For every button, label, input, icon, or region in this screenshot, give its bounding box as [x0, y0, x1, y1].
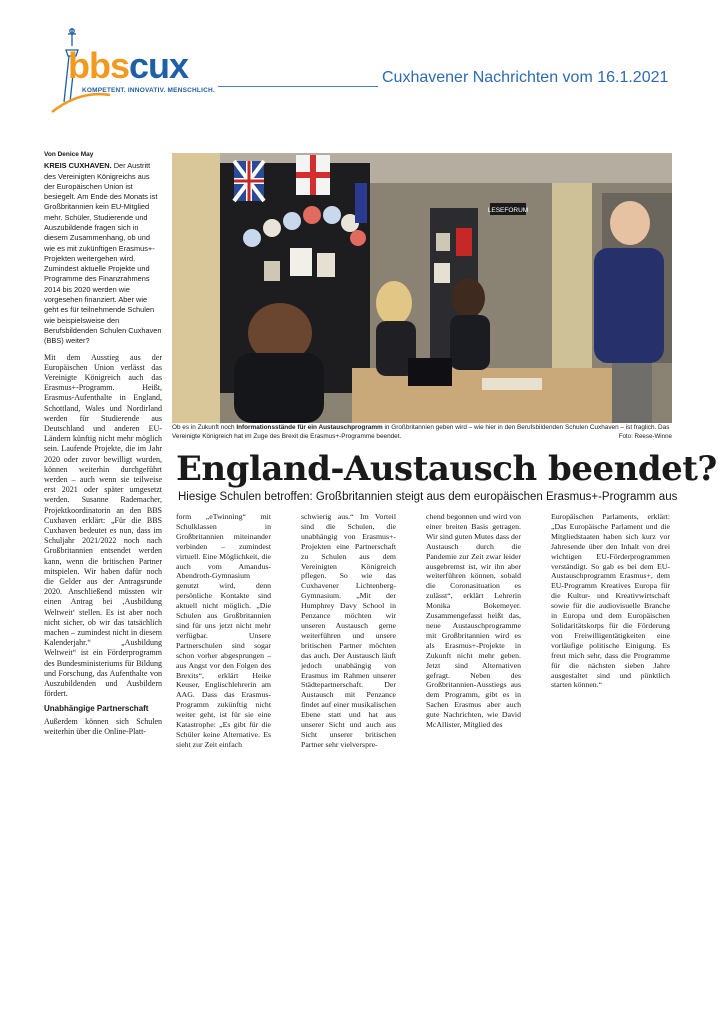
blue-flag-icon: [355, 183, 367, 223]
body-paragraph: Mit dem Ausstieg aus der Europäischen Union verlässt das Vereinigte Königreich auch das Erasmus+-Programm. Heißt, Erasmus-Aufenthalte in England, Schottland, Wales und Nordirland werden für Studierende aus Deutschland und anderen EU-Ländern künftig nicht mehr möglich sein. Laufende Projekte, die im Jahr 2020 oder zuvor bewilligt wurden, können weiterhin durchgeführt werden – auch wenn sie teilweise erst 2021 oder später umgesetzt werden. Susanne Rademacher, Projektkoordinatorin an den BBS Cuxhaven erklärt: „Für die BBS Cuxhaven bedeutet es nun, dass im Schuljahr 2021/2022 noch nach Großbritannien entsendet werden kann, wenn die britischen Partner mitspielen. Wir haben dafür noch die Gelder aus der Antragsrunde 2020. Anschließend müssten wir einen Antrag bei ‚Ausbildung Weltweit‘ stellen. Es ist aber noch nicht sicher, ob wir das tatsächlich machen – zumindest nicht in diesem Kalenderjahr.“ „Ausbildung Weltweit“ ist ein Förderprogramm des Bundesministeriums für Bildung und Forschung, das Aufenthalte von Auszubildenden und Ausbildern fördert.: [44, 352, 162, 699]
caption-bold: Informationsstände für ein Austauschprogramm: [236, 424, 383, 431]
lead-place: KREIS CUXHAVEN.: [44, 161, 112, 171]
author-byline: Von Denice May: [44, 151, 94, 158]
body-column-3: [426, 512, 521, 730]
logo-wordmark: bbscux: [68, 45, 189, 86]
left-article-column: [44, 150, 162, 740]
body-column-4: [551, 512, 670, 690]
article-photo: [172, 153, 672, 423]
article-headline: England-Austausch beendet?: [176, 449, 717, 489]
body-column-2: [301, 512, 396, 750]
body-paragraph: schwierig aus.“ Im Vorteil sind die Schulen, die unabhängig von Erasmus+-Projekten eine Partnerschaft zu Schulen aus dem Vereinigten Königreich pflegen. So wie das Cuxhavener Lichtenberg-Gymnasium. „Mit der Humphrey Davy School in Penzance möchten wir unseren Austausch gerne weiterführen und unsere britischen Partner möchten das auch. Der Austausch läuft jedoch unabhängig von Erasmus im Rahmen unserer Städtepartnerschaft. Der Austausch mit Penzance findet auf einer musikalischen Ebene statt und hat aus unserer Sicht und auch aus Sicht unserer britischen Partner sehr vielverspre-: [301, 512, 396, 749]
leseforum-sign: LESEFORUM: [487, 207, 529, 214]
lead-paragraph: [44, 161, 162, 346]
body-paragraph: chend begonnen und wird von einer breiten Basis getragen. Wir sind guten Mutes dass der Austausch durch die Pandemie zur Zeit zwar leider ausgebremst ist, wir ihn aber weiterführen können, sobald die Coronasituation es zulässt“, erklärt Lehrerin Monika Bokemeyer. Zusammengefasst heißt das, neue Austauschprogramme mit Großbritannien wird es als Erasmus+-Projekte in Zukunft nicht mehr geben. Jetzt sind Alternativen gefragt. Neben des Großbritannien-Ausstiegs aus dem Programm, gibt es in Sachen Erasmus aber auch gute Nachrichten, wie David McAllister, Mitglied des: [426, 512, 521, 730]
orange-swoosh-icon: [52, 94, 110, 112]
body-paragraph: form „eTwinning“ mit Schulklassen in Großbritannien miteinander verbinden – zumindest virtuell. Eine Möglichkeit, die auch vom Amandus-Abendroth-Gymnasium genutzt wird, denn persönliche Kontakte sind aktuell nicht möglich. „Die Schulen aus Großbritannien sind für uns jetzt nicht mehr verfügbar. Unsere Partnerschulen sind sogar schon vorher abgesprungen – aus Angst vor den Folgen des Brexits“, erklärt Heike Keuser, Englischlehrerin am AAG. Dass das Erasmus-Programm zukünftig nicht weiter geht, ist für sie eine Katastrophe: „Es gibt für die Schüler keine Alternative. Es sieht zur Zeit einfach: [176, 512, 271, 749]
caption-text: Ob es in Zukunft noch: [172, 424, 235, 431]
lead-text: Der Austritt des Vereinigten Königreichs aus der Europäischen Union ist besiegelt. Am Ende des Monats ist Großbritannien kein EU-Mitglied mehr. Schüler, Studierende und Auszubildende fragen sich in diesem Zusammenhang, ob und wie es mit zukünftigen Erasmus+-Projekten weitergehen wird. Zumindest aktuelle Projekte und Programme des Finanzrahmens 2014 bis 2020 werden wie vorgesehen finanziert. Aber wie geht es für teilnehmende Schulen wie beispielsweise den Berufsbildenden Schulen Cuxhaven (BBS) weiter?: [44, 161, 162, 346]
photo-caption: [172, 424, 672, 441]
caption-text: in Großbritannien geben wird – wie hier in den Berufsbildenden Schulen Cuxhaven – ist fraglich. Das Vereinigte Königreich hat im Zuge des Brexit die Erasmus+-Programme beendet.: [172, 424, 670, 440]
body-paragraph: Europäischen Parlaments, erklärt: „Das Europäische Parlament und die Mitgliedstaaten haben sich kurz vor Jahresende über den Inhalt von drei wichtigen EU-Förderprogrammen verständigt. So gab es bei dem EU-Austauschprogramm Erasmus+, dem EU-Programm Kreatives Europa für die Kultur- und Kreativwirtschaft sowie für die audiovisuelle Branche in Europa und dem Europäischen Solidaritätskorps für die Förderung von Freiwilligentätigkeiten eine vorläufige politische Einigung. Es freut mich sehr, dass die Programme für die nächsten sieben Jahre ausgestaltet sind und pünktlich starten können.“: [551, 512, 670, 690]
student-dark-hair: [450, 278, 490, 370]
laptop-icon: [408, 358, 452, 386]
body-column-1: [176, 512, 271, 750]
page-title: Cuxhavener Nachrichten vom 16.1.2021: [382, 69, 669, 86]
body-paragraph: Außerdem können sich Schulen weiterhin über die Online-Platt-: [44, 716, 162, 736]
subheading: Unabhängige Partnerschaft: [44, 704, 149, 714]
header-divider: [218, 86, 378, 87]
logo-tagline: KOMPETENT. INNOVATIV. MENSCHLICH.: [82, 87, 215, 94]
article-subheadline: Hiesige Schulen betroffen: Großbritannien steigt aus dem europäischen Erasmus+-Programm aus: [178, 491, 678, 503]
england-flag-icon: [296, 155, 330, 195]
photo-credit: Foto: Reese-Winne: [618, 433, 672, 440]
union-jack-flag-icon: [234, 161, 264, 201]
